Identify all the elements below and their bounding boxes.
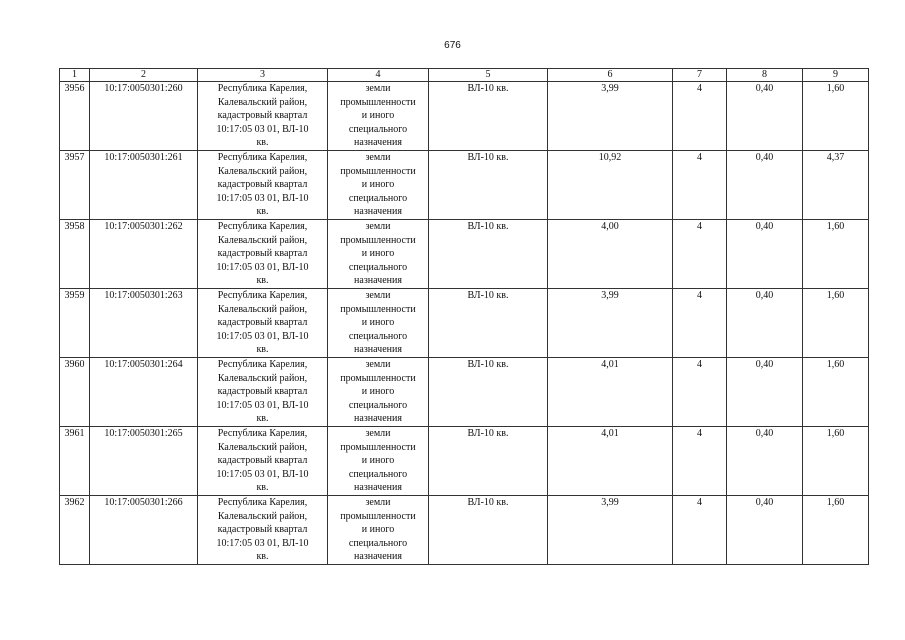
land-category: земли промышленности и иного специального назначения <box>328 82 429 151</box>
cadastral-number: 10:17:0050301:266 <box>90 496 198 565</box>
cell-col-8: 0,40 <box>727 220 803 289</box>
cell-col-7: 4 <box>673 358 727 427</box>
cell-col-8: 0,40 <box>727 496 803 565</box>
cell-col-6: 3,99 <box>548 289 673 358</box>
row-number: 3961 <box>60 427 90 496</box>
cadastral-number: 10:17:0050301:262 <box>90 220 198 289</box>
cell-col-6: 3,99 <box>548 82 673 151</box>
table-row <box>60 427 869 496</box>
cell-col-7: 4 <box>673 82 727 151</box>
cell-col-8: 0,40 <box>727 151 803 220</box>
cell-col-6: 3,99 <box>548 496 673 565</box>
land-category: земли промышленности и иного специального назначения <box>328 151 429 220</box>
column-header: 7 <box>673 69 727 82</box>
cell-col-7: 4 <box>673 427 727 496</box>
table-row <box>60 496 869 565</box>
location: Республика Карелия, Калевальский район, кадастровый квартал 10:17:05 03 01, ВЛ-10 кв. <box>198 289 328 358</box>
cadastral-number: 10:17:0050301:261 <box>90 151 198 220</box>
land-category: земли промышленности и иного специального назначения <box>328 289 429 358</box>
location: Республика Карелия, Калевальский район, кадастровый квартал 10:17:05 03 01, ВЛ-10 кв. <box>198 496 328 565</box>
table-row <box>60 289 869 358</box>
row-number: 3959 <box>60 289 90 358</box>
land-registry-table <box>59 68 869 565</box>
cadastral-number: 10:17:0050301:264 <box>90 358 198 427</box>
object-name: ВЛ-10 кв. <box>429 289 548 358</box>
row-number: 3958 <box>60 220 90 289</box>
table-row <box>60 358 869 427</box>
cell-col-6: 4,01 <box>548 358 673 427</box>
location: Республика Карелия, Калевальский район, кадастровый квартал 10:17:05 03 01, ВЛ-10 кв. <box>198 358 328 427</box>
table-row <box>60 220 869 289</box>
column-header: 4 <box>328 69 429 82</box>
location: Республика Карелия, Калевальский район, кадастровый квартал 10:17:05 03 01, ВЛ-10 кв. <box>198 82 328 151</box>
land-category: земли промышленности и иного специального назначения <box>328 220 429 289</box>
object-name: ВЛ-10 кв. <box>429 496 548 565</box>
cadastral-number: 10:17:0050301:263 <box>90 289 198 358</box>
cell-col-8: 0,40 <box>727 358 803 427</box>
cadastral-number: 10:17:0050301:265 <box>90 427 198 496</box>
land-category: земли промышленности и иного специального назначения <box>328 496 429 565</box>
page-number: 676 <box>444 40 461 51</box>
row-number: 3960 <box>60 358 90 427</box>
location: Республика Карелия, Калевальский район, кадастровый квартал 10:17:05 03 01, ВЛ-10 кв. <box>198 427 328 496</box>
location: Республика Карелия, Калевальский район, кадастровый квартал 10:17:05 03 01, ВЛ-10 кв. <box>198 220 328 289</box>
cell-col-9: 1,60 <box>803 82 869 151</box>
column-header: 2 <box>90 69 198 82</box>
cell-col-9: 1,60 <box>803 289 869 358</box>
cadastral-number: 10:17:0050301:260 <box>90 82 198 151</box>
land-category: земли промышленности и иного специального назначения <box>328 358 429 427</box>
column-header: 9 <box>803 69 869 82</box>
object-name: ВЛ-10 кв. <box>429 151 548 220</box>
row-number: 3956 <box>60 82 90 151</box>
table-row <box>60 82 869 151</box>
cell-col-9: 1,60 <box>803 358 869 427</box>
cell-col-9: 4,37 <box>803 151 869 220</box>
cell-col-9: 1,60 <box>803 427 869 496</box>
table-row <box>60 151 869 220</box>
cell-col-6: 10,92 <box>548 151 673 220</box>
header-row <box>60 69 869 82</box>
column-header: 8 <box>727 69 803 82</box>
row-number: 3962 <box>60 496 90 565</box>
cell-col-9: 1,60 <box>803 220 869 289</box>
row-number: 3957 <box>60 151 90 220</box>
object-name: ВЛ-10 кв. <box>429 82 548 151</box>
cell-col-8: 0,40 <box>727 427 803 496</box>
cell-col-6: 4,01 <box>548 427 673 496</box>
object-name: ВЛ-10 кв. <box>429 220 548 289</box>
cell-col-9: 1,60 <box>803 496 869 565</box>
column-header: 3 <box>198 69 328 82</box>
column-header: 5 <box>429 69 548 82</box>
cell-col-7: 4 <box>673 220 727 289</box>
location: Республика Карелия, Калевальский район, кадастровый квартал 10:17:05 03 01, ВЛ-10 кв. <box>198 151 328 220</box>
object-name: ВЛ-10 кв. <box>429 427 548 496</box>
cell-col-8: 0,40 <box>727 289 803 358</box>
column-header: 6 <box>548 69 673 82</box>
cell-col-7: 4 <box>673 151 727 220</box>
object-name: ВЛ-10 кв. <box>429 358 548 427</box>
land-category: земли промышленности и иного специального назначения <box>328 427 429 496</box>
cell-col-7: 4 <box>673 496 727 565</box>
cell-col-7: 4 <box>673 289 727 358</box>
cell-col-8: 0,40 <box>727 82 803 151</box>
column-header: 1 <box>60 69 90 82</box>
cell-col-6: 4,00 <box>548 220 673 289</box>
